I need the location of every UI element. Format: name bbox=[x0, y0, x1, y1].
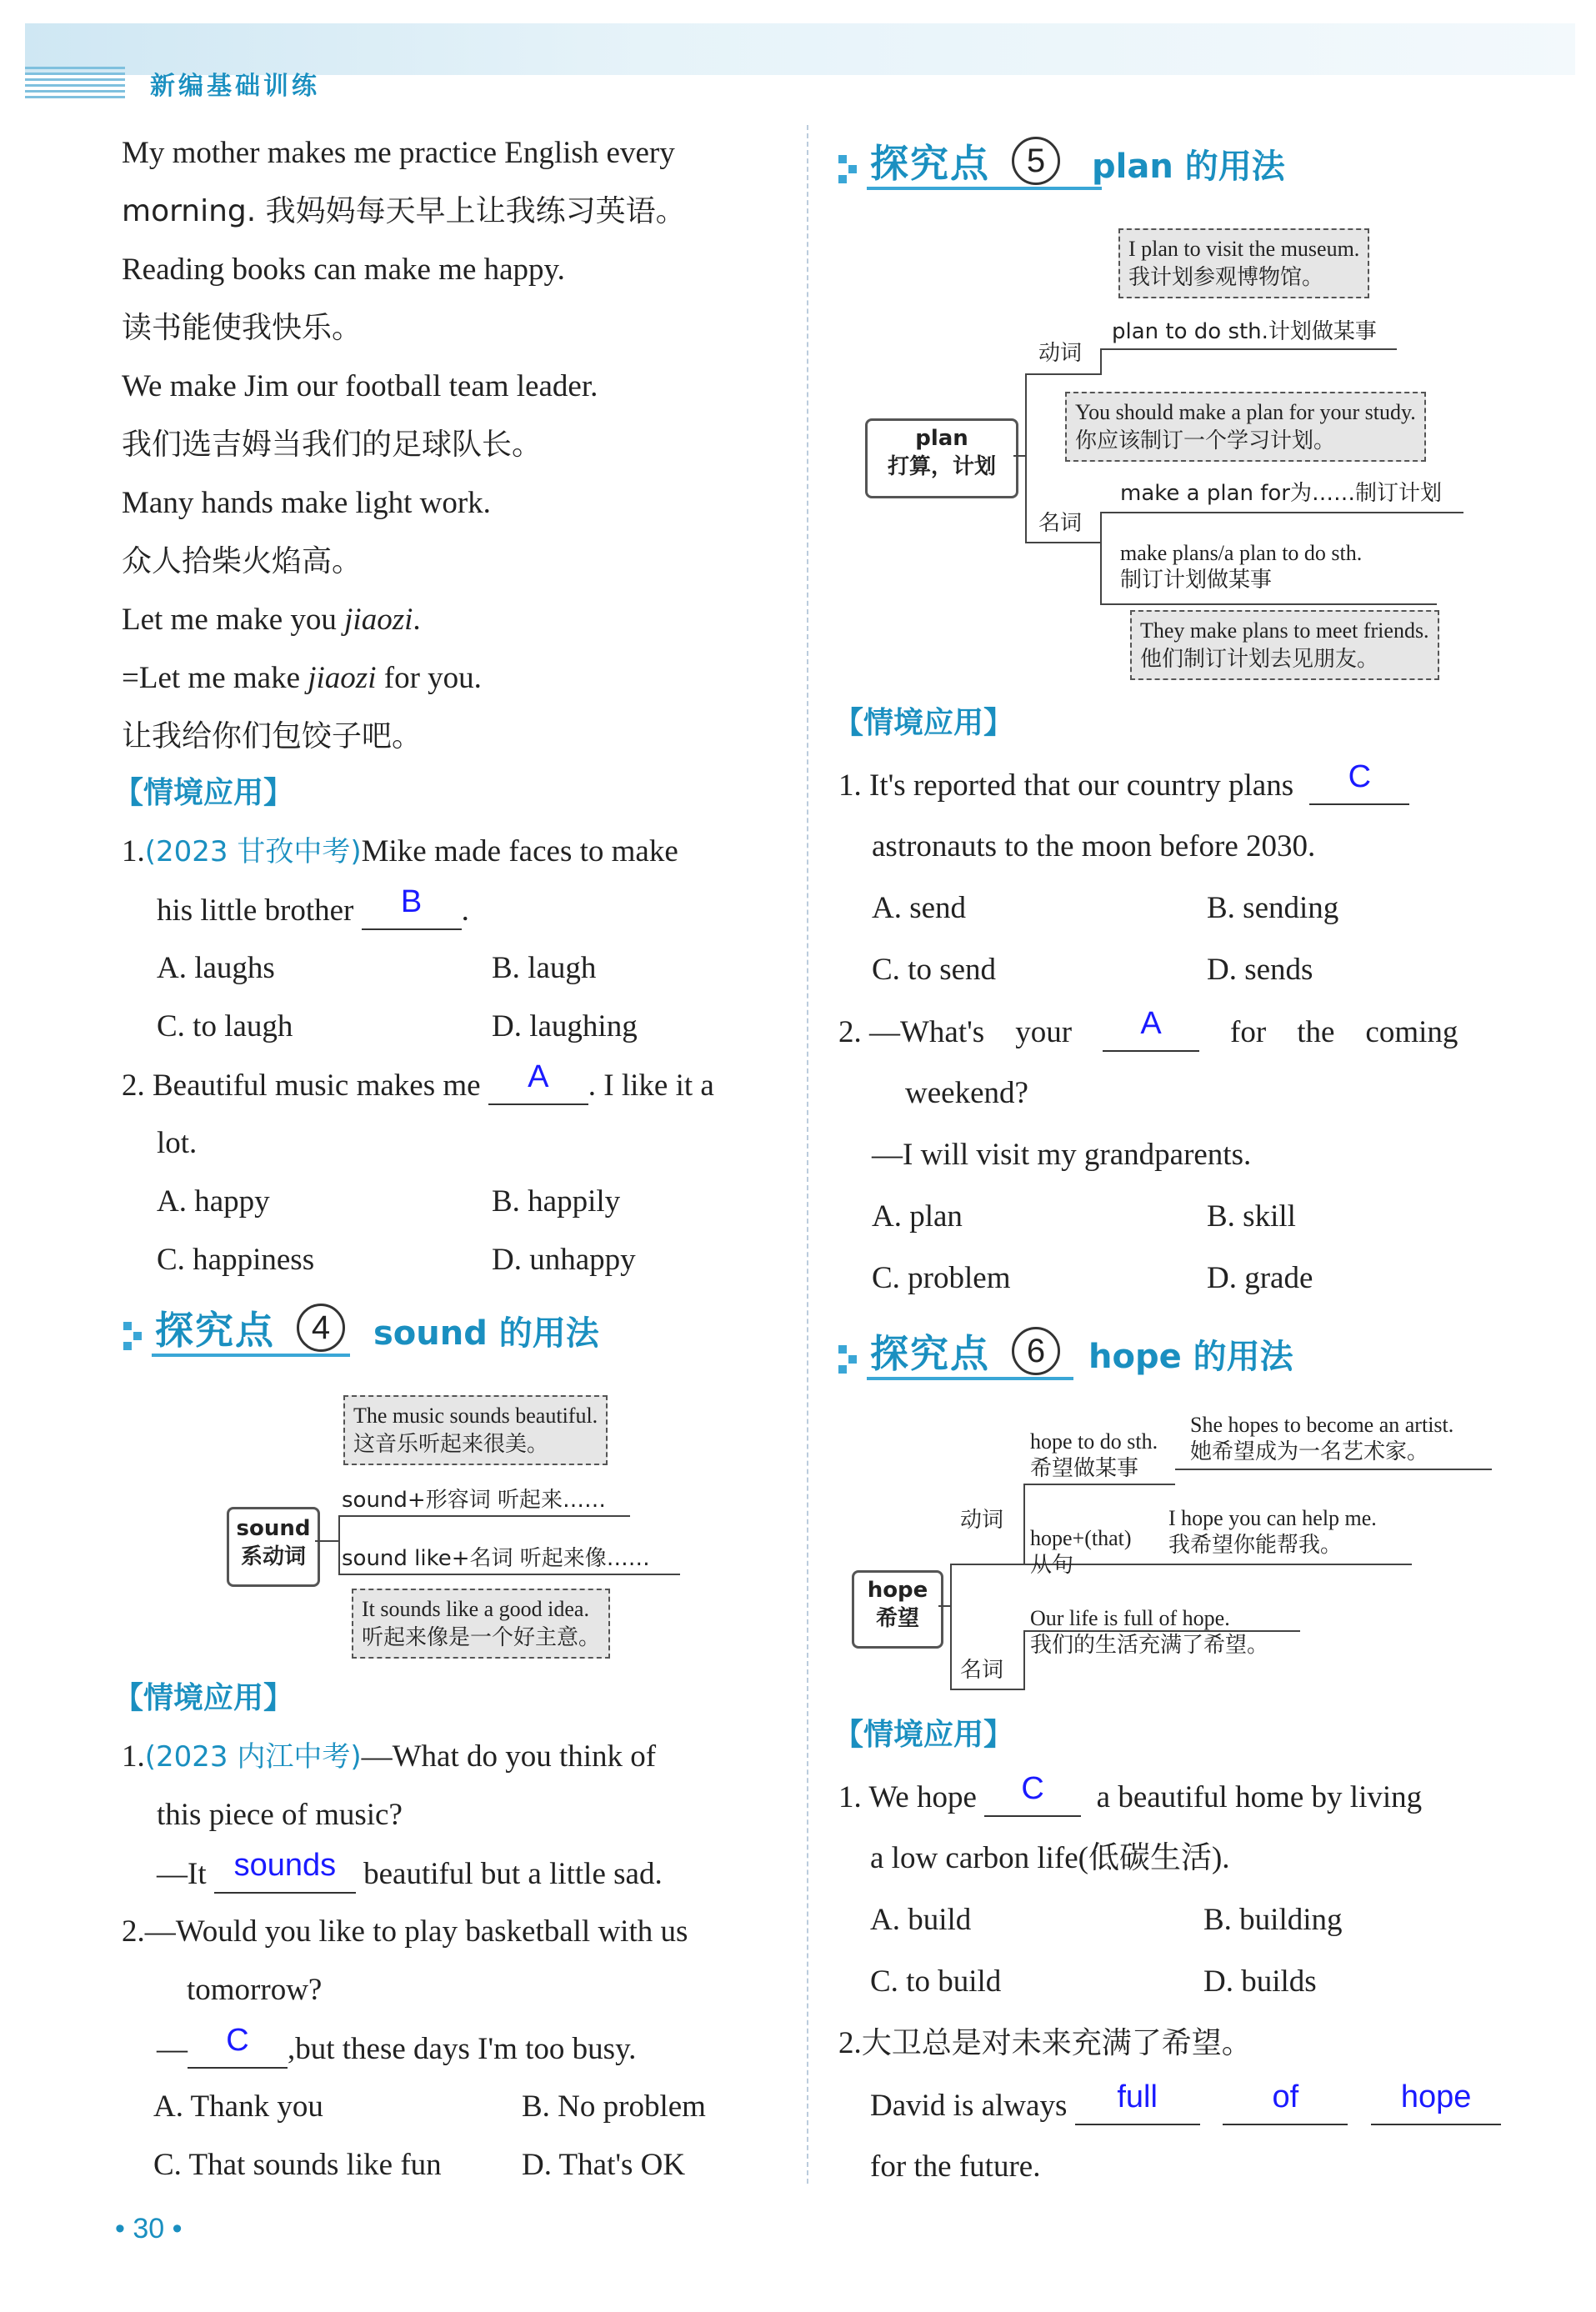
example-line: 我们选吉姆当我们的足球队长。 bbox=[122, 428, 543, 462]
option[interactable]: A. happy bbox=[157, 1184, 270, 1219]
question-1-line2: astronauts to the moon before 2030. bbox=[872, 829, 1316, 863]
question-3-line2: this piece of music? bbox=[157, 1798, 403, 1832]
option[interactable]: D. That's OK bbox=[522, 2148, 686, 2182]
section-6-heading: 探究点 6 hope 的用法 bbox=[837, 1324, 1303, 1382]
verb-label: 动词 bbox=[1038, 341, 1083, 366]
example-text: I hope you can help me. 我希望你能帮我。 bbox=[1168, 1506, 1377, 1558]
answer-blank[interactable]: A bbox=[1103, 1013, 1199, 1052]
header-title: 新编基础训练 bbox=[150, 72, 320, 101]
question-3-line3: —It sounds beautiful but a little sad. bbox=[157, 1855, 663, 1894]
option[interactable]: D. sends bbox=[1207, 953, 1313, 987]
option[interactable]: A. build bbox=[870, 1903, 972, 1937]
option[interactable]: C. That sounds like fun bbox=[153, 2148, 442, 2182]
answer-blank[interactable]: C bbox=[1309, 767, 1409, 805]
app-label: 【情境应用】 bbox=[113, 776, 294, 810]
question-1: 1. It's reported that our country plans C bbox=[838, 767, 1409, 805]
verb-label: 动词 bbox=[960, 1508, 1004, 1533]
option[interactable]: A. plan bbox=[872, 1199, 963, 1234]
example-line: Let me make you jiaozi. bbox=[122, 603, 421, 637]
example-line: We make Jim our football team leader. bbox=[122, 369, 598, 403]
example-box: The music sounds beautiful. 这音乐听起来很美。 bbox=[343, 1395, 608, 1465]
option[interactable]: C. problem bbox=[872, 1261, 1011, 1295]
rule-text: hope+(that) 从句 bbox=[1030, 1526, 1132, 1578]
question-2-line3: —I will visit my grandparents. bbox=[872, 1138, 1252, 1172]
answer-blank[interactable]: of bbox=[1223, 2087, 1348, 2125]
section-dots-icon bbox=[837, 150, 862, 183]
option[interactable]: B. No problem bbox=[522, 2089, 706, 2124]
question-2-line2: weekend? bbox=[905, 1076, 1028, 1110]
section-dots-icon bbox=[837, 1340, 862, 1374]
option[interactable]: B. building bbox=[1203, 1903, 1343, 1937]
option[interactable]: A. Thank you bbox=[153, 2089, 323, 2124]
rule-text: sound+形容词 听起来…… bbox=[342, 1488, 606, 1513]
rule-text: make plans/a plan to do sth. 制订计划做某事 bbox=[1120, 541, 1363, 593]
example-line: 众人拾柴火焰高。 bbox=[122, 544, 363, 578]
answer-blank[interactable]: sounds bbox=[214, 1855, 356, 1894]
rule-text: plan to do sth.计划做某事 bbox=[1112, 319, 1377, 344]
option[interactable]: D. grade bbox=[1207, 1261, 1313, 1295]
rule-text: sound like+名词 听起来像…… bbox=[342, 1546, 650, 1571]
example-line: Many hands make light work. bbox=[122, 486, 491, 520]
option[interactable]: B. happily bbox=[492, 1184, 621, 1219]
question-3-line2: a low carbon life(低碳生活). bbox=[870, 1841, 1230, 1875]
app-label: 【情境应用】 bbox=[833, 706, 1014, 740]
example-line: 让我给你们包饺子吧。 bbox=[122, 719, 423, 753]
section-4-heading: 探究点 4 sound 的用法 bbox=[122, 1300, 588, 1359]
section-5-heading: 探究点 5 plan 的用法 bbox=[837, 133, 1303, 192]
answer-blank[interactable]: C bbox=[984, 1779, 1081, 1817]
option[interactable]: D. builds bbox=[1203, 1964, 1317, 1999]
question-4: 2.—Would you like to play basketball with us bbox=[122, 1914, 688, 1949]
example-text: She hopes to become an artist. 她希望成为一名艺术家。 bbox=[1190, 1413, 1454, 1464]
option[interactable]: D. unhappy bbox=[492, 1243, 636, 1277]
answer-blank[interactable]: full bbox=[1075, 2087, 1200, 2125]
rule-text: make a plan for为……制订计划 bbox=[1120, 481, 1443, 506]
question-1: 1.(2023 甘孜中考)Mike made faces to make bbox=[122, 834, 678, 868]
header-decoration bbox=[25, 67, 125, 100]
example-line: My mother makes me practice English every bbox=[122, 136, 675, 170]
answer-blank[interactable]: B bbox=[362, 892, 462, 930]
question-4: 2.大卫总是对未来充满了希望。 bbox=[838, 2026, 1252, 2060]
example-box: I plan to visit the museum. 我计划参观博物馆。 bbox=[1118, 228, 1369, 298]
noun-label: 名词 bbox=[960, 1658, 1004, 1683]
question-4-line2: tomorrow? bbox=[187, 1973, 323, 2007]
option[interactable]: A. laughs bbox=[157, 951, 275, 985]
option[interactable]: B. sending bbox=[1207, 891, 1339, 925]
sound-center-box: sound 系动词 bbox=[227, 1507, 320, 1587]
example-line: =Let me make jiaozi for you. bbox=[122, 661, 482, 695]
section-dots-icon bbox=[122, 1317, 147, 1350]
question-3: 1. We hope C a beautiful home by living bbox=[838, 1779, 1422, 1817]
option[interactable]: D. laughing bbox=[492, 1009, 638, 1043]
question-4-line2: David is always full of hope bbox=[870, 2087, 1501, 2125]
example-line: morning. 我妈妈每天早上让我练习英语。 bbox=[122, 194, 686, 228]
option[interactable]: C. to build bbox=[870, 1964, 1002, 1999]
answer-blank[interactable]: C bbox=[188, 2030, 288, 2069]
question-4-line3: for the future. bbox=[870, 2149, 1041, 2184]
example-line: Reading books can make me happy. bbox=[122, 253, 565, 287]
option[interactable]: B. laugh bbox=[492, 951, 597, 985]
question-4-line3: — C ,but these days I'm too busy. bbox=[157, 2030, 636, 2069]
hope-center-box: hope 希望 bbox=[852, 1570, 943, 1649]
question-3: 1.(2023 内江中考)—What do you think of bbox=[122, 1739, 657, 1774]
example-box: It sounds like a good idea. 听起来像是一个好主意。 bbox=[352, 1589, 610, 1659]
example-box: They make plans to meet friends. 他们制订计划去见朋友。 bbox=[1130, 610, 1439, 680]
option[interactable]: B. skill bbox=[1207, 1199, 1296, 1234]
option[interactable]: C. to laugh bbox=[157, 1009, 293, 1043]
option[interactable]: A. send bbox=[872, 891, 967, 925]
rule-text: hope to do sth. 希望做某事 bbox=[1030, 1429, 1158, 1481]
example-line: 读书能使我快乐。 bbox=[122, 311, 363, 345]
example-text: Our life is full of hope. 我们的生活充满了希望。 bbox=[1030, 1606, 1269, 1658]
noun-label: 名词 bbox=[1038, 511, 1083, 536]
question-1-line2: his little brother B . bbox=[157, 892, 469, 930]
option[interactable]: C. to send bbox=[872, 953, 997, 987]
column-divider bbox=[807, 125, 808, 2184]
question-2: 2. Beautiful music makes me A . I like it a bbox=[122, 1067, 714, 1105]
example-box: You should make a plan for your study. 你应该制订一个学习计划。 bbox=[1065, 392, 1426, 462]
answer-blank[interactable]: A bbox=[488, 1067, 588, 1105]
page-number: • 30 • bbox=[115, 2213, 183, 2244]
question-2-line2: lot. bbox=[157, 1126, 198, 1160]
answer-blank[interactable]: hope bbox=[1371, 2087, 1501, 2125]
question-2: 2. —What's your A for the coming bbox=[838, 1013, 1458, 1052]
option[interactable]: C. happiness bbox=[157, 1243, 315, 1277]
app-label: 【情境应用】 bbox=[833, 1718, 1014, 1752]
app-label: 【情境应用】 bbox=[113, 1681, 294, 1715]
plan-center-box: plan 打算，计划 bbox=[865, 418, 1018, 498]
